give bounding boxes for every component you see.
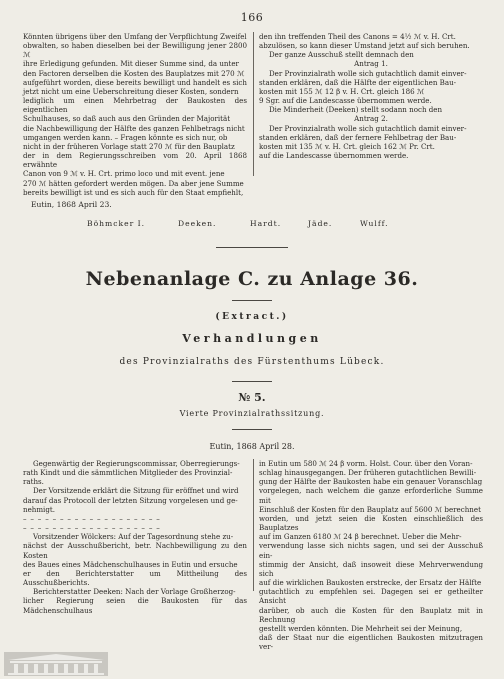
bottom-left-column	[23, 459, 247, 615]
bottom-right-column	[259, 459, 483, 651]
text-line: gestellt werden könnten. Die Mehrheit sei der Meinung,	[259, 623, 463, 633]
text-line: Einschluß der Kosten für den Bauplatz auf 5600 ℳ berechnet	[259, 504, 481, 514]
column-divider	[253, 32, 254, 176]
text-line: Der Vorsitzende erklärt die Sitzung für eröffnet und wird	[33, 486, 239, 496]
section-divider	[232, 300, 272, 301]
text-line: Gegenwärtig der Regierungscommissar, Oberregierungs-	[33, 459, 240, 468]
top-right-column	[259, 32, 483, 160]
text-line: verwendung lasse sich nichts sagen, und sei der Ausschuß ein-	[259, 541, 483, 560]
text-line: des Baues eines Mädchenschulhauses in Eutin und ersuche	[23, 559, 238, 569]
text-line: Schulhauses, so daß auch aus den Gründen der Majorität	[23, 114, 231, 124]
text-line: gung der Hälfte der Baukosten habe ein genauer Voranschlag	[259, 477, 483, 487]
text-line: Der Provinzialrath wolle sich gutachtlich damit einver-	[269, 123, 467, 133]
text-line: Könnten übrigens über den Umfang der Verpflichtung Zweifel	[23, 32, 247, 41]
text-line: obwalten, so haben dieselben bei der Bewilligung jener 2800 ℳ	[23, 41, 247, 60]
extract-label: (Extract.)	[215, 312, 289, 322]
signature: Wulff.	[360, 219, 389, 228]
signature: Böhmcker I.	[87, 219, 146, 228]
signature: Deeken.	[178, 219, 217, 228]
text-line: aufgeführt worden, diese bereits bewilligt und handelt es sich	[23, 77, 247, 87]
top-left-column	[23, 32, 247, 197]
text-line: Vorsitzender Wölckers: Auf der Tagesordnung stehe zu-	[33, 532, 234, 542]
text-line: daß der Staat nur die eigentlichen Baukosten mitzutragen ver-	[259, 632, 483, 652]
text-line: nicht in der früheren Vorlage statt 270 ℳ für den Bauplatz	[23, 141, 235, 151]
text-line: ihre Erledigung gefunden. Mit dieser Summe sind, da unter	[23, 59, 239, 69]
session-number: № 5.	[238, 391, 266, 404]
text-line: vorgelegen, nach welchem die ganze erforderliche Summe mit	[259, 486, 483, 505]
text-line: auf die Landescasse übernommen werde.	[259, 151, 409, 161]
text-line: raths.	[23, 477, 44, 487]
text-line: umgangen werden kann. – Fragen könnte es sich nur, ob	[23, 132, 228, 142]
proceedings-title: Verhandlungen	[182, 332, 322, 345]
session-place-date: Eutin, 1868 April 28.	[209, 442, 295, 451]
text-line: 9 Sgr. auf die Landescasse übernommen werde.	[259, 96, 432, 106]
text-line: nehmigt.	[23, 504, 55, 514]
motion-heading: Antrag 1.	[354, 59, 388, 69]
motion-heading: Antrag 2.	[354, 114, 388, 124]
text-line: licher Regierung seien die Baukosten für das Mädchenschulhaus	[23, 596, 247, 615]
text-line: den Factoren derselben die Kosten des Bauplatzes mit 270 ℳ	[23, 68, 245, 78]
omission-dashes: – – – – – – – – – – – – – – – – – – –	[23, 513, 161, 523]
text-line: worden, und jetzt seien die Kosten einschließlich des Bauplatzes	[259, 513, 483, 533]
text-line: Berichterstatter Deeken: Nach der Vorlage Großherzog-	[33, 587, 236, 597]
proceedings-subtitle: des Provinzialraths des Fürstenthums Lübeck.	[119, 357, 385, 367]
text-line: gutachtlich zu empfehlen sei. Dagegen sei er getheilter Ansicht	[259, 587, 483, 606]
text-line: Der Provinzialrath wolle sich gutachtlich damit einver-	[269, 68, 467, 78]
text-line: schlag hinausgegangen. Der früheren gutachtlichen Bewilli-	[259, 468, 477, 478]
section-divider	[216, 247, 288, 248]
column-divider	[253, 459, 254, 591]
signoff-place-date: Eutin, 1868 April 23.	[31, 200, 112, 209]
text-line: kosten mit 155 ℳ 12 β v. H. Crt. gleich 186 ℳ	[259, 86, 425, 96]
text-line: lediglich um einen Mehrbetrag der Baukosten des eigentlichen	[23, 96, 247, 115]
text-line: auf im Ganzen 6180 ℳ 24 β berechnet. Ueber die Mehr-	[259, 532, 462, 542]
text-line: den ihn treffenden Theil des Canons = 4½ ℳ v. H. Crt.	[259, 32, 456, 41]
signature: Hardt.	[250, 219, 282, 228]
text-line: Canon von 9 ℳ v. H. Crt. primo loco und mit event. jene	[23, 169, 225, 179]
text-line: Der ganze Ausschuß stellt demnach den	[269, 50, 414, 60]
text-line: kosten mit 135 ℳ v. H. Crt. gleich 162 ℳ Pr. Crt.	[259, 141, 435, 151]
page-number: 166	[240, 11, 264, 24]
omission-dashes: – – – – – – – – – – – – – – – – – – –	[23, 523, 161, 533]
text-line: rath Kindt und die sämmtlichen Mitglieder des Provinzial-	[23, 468, 233, 478]
section-divider	[232, 381, 272, 382]
signature: Jäde.	[308, 219, 333, 228]
text-line: die Nachbewilligung der Hälfte des ganzen Fehlbetrags nicht	[23, 123, 245, 133]
text-line: bereits bewilligt ist und es sich auch für den Staat empfiehlt,	[23, 187, 244, 197]
text-line: er den Berichterstatter um Mittheilung des Ausschußberichts.	[23, 568, 247, 588]
appendix-title: Nebenanlage C. zu Anlage 36.	[85, 268, 419, 290]
text-line: stimmig der Ansicht, daß insoweit diese Mehrverwendung sich	[259, 559, 483, 578]
text-line: abzulösen, so kann dieser Umstand jetzt auf sich beruhen.	[259, 41, 470, 51]
text-line: der in dem Regierungsschreiben vom 20. April 1868 erwähnte	[23, 151, 247, 170]
text-line: nächst der Ausschußbericht, betr. Nachbewilligung zu den Kosten	[23, 541, 247, 560]
text-line: Die Minderheit (Deeken) stellt sodann noch den	[269, 105, 443, 115]
text-line: jetzt nicht um eine Ueberschreitung dieser Kosten, sondern	[23, 86, 239, 96]
text-line: in Eutin um 580 ℳ 24 β vorm. Holst. Cour. über den Voran-	[259, 459, 473, 468]
section-divider	[232, 429, 272, 430]
text-line: 270 ℳ hätten gefordert werden mögen. Da aber jene Summe	[23, 178, 244, 188]
text-line: darauf das Protocoll der letzten Sitzung vorgelesen und ge-	[23, 495, 238, 505]
library-logo-icon	[4, 652, 108, 676]
text-line: standen erklären, daß der fernere Fehlbetrag der Bau-	[259, 132, 457, 142]
text-line: auf die wirklichen Baukosten erstrecke, der Ersatz der Hälfte	[259, 578, 482, 588]
session-title: Vierte Provinzialrathssitzung.	[179, 409, 325, 418]
text-line: standen erklären, daß die Hälfte der eigentlichen Bau-	[259, 77, 457, 87]
text-line: darüber, ob auch die Kosten für den Bauplatz mit in Rechnung	[259, 605, 483, 624]
